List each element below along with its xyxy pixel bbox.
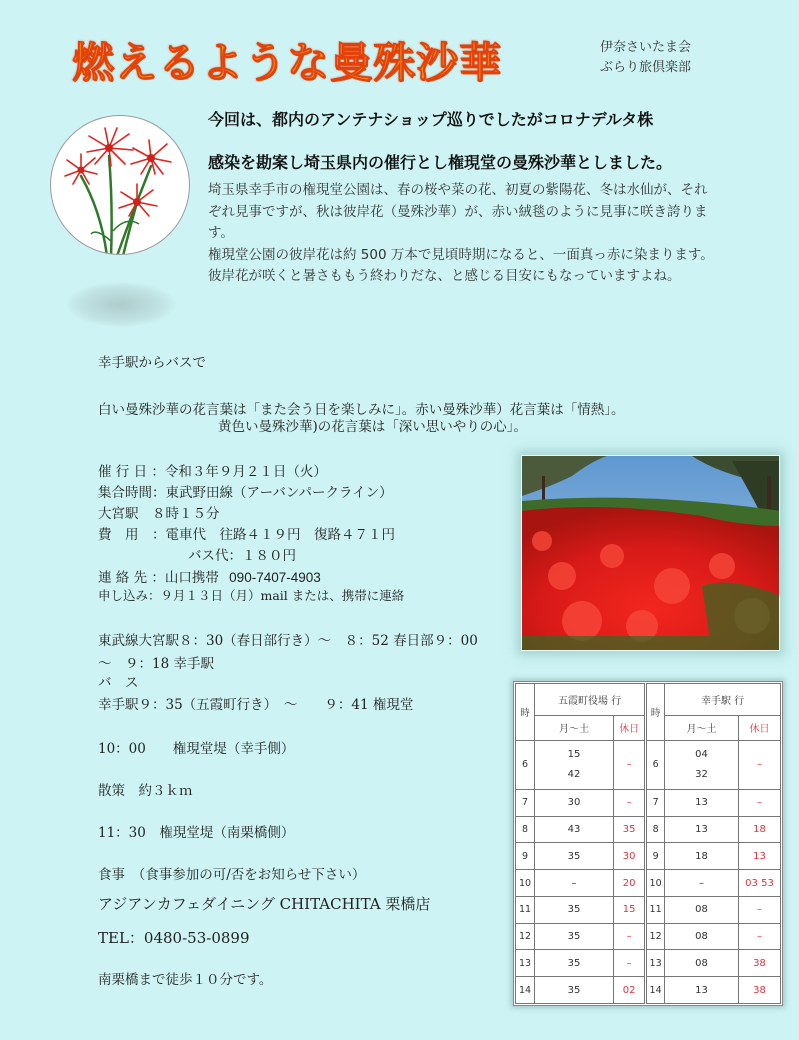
hour-cell: 10 [516, 870, 535, 897]
bus-timetable [513, 681, 783, 1006]
direction-satte: 幸手駅 行 [665, 684, 781, 716]
hour-cell: 13 [646, 950, 665, 977]
spider-lily-illustration [50, 115, 190, 255]
weekday-header: 月～土 [535, 716, 614, 740]
hour-cell: 8 [646, 816, 665, 843]
table-row [516, 977, 781, 1004]
table-row [516, 740, 781, 789]
schedule-item: 10：00 権現堂堤（幸手側） [98, 741, 295, 757]
table-row [516, 896, 781, 923]
holiday-time-cell: 20 [614, 870, 646, 897]
hour-cell: 12 [646, 923, 665, 950]
hour-cell: 14 [516, 977, 535, 1004]
weekday-time-cell: 13 [665, 816, 739, 843]
table-row [516, 843, 781, 870]
hour-cell: 13 [516, 950, 535, 977]
hour-cell: 6 [516, 740, 535, 789]
intro-paragraph: 埼玉県幸手市の権現堂公園は、春の桜や菜の花、初夏の紫陽花、冬は水仙が、それぞれ見事ですが、秋は彼岸花（曼殊沙華）が、赤い絨毯のように見事に咲き誇ります。 [208, 182, 708, 241]
weekday-header: 月～土 [665, 716, 739, 740]
weekday-time-cell: 08 [665, 896, 739, 923]
meeting-station: 大宮駅 ８時１５分 [98, 506, 220, 522]
hour-cell: 9 [646, 843, 665, 870]
table-row [516, 789, 781, 816]
holiday-time-cell: – [739, 789, 781, 816]
photo-image [522, 456, 780, 651]
flower-language-1: 白い曼殊沙華の花言葉は「また会う日を楽しみに」。赤い曼殊沙華）花言葉は「情熱」。 [98, 402, 625, 418]
contact-phone: 090-7407-4903 [229, 570, 321, 585]
table-row [516, 816, 781, 843]
spider-lily-field-photo [521, 455, 780, 651]
direction-goka: 五霞町役場 行 [535, 684, 646, 716]
restaurant-name: アジアンカフェダイニング CHITACHITA 栗橋店 [98, 895, 431, 913]
holiday-header: 休日 [614, 716, 646, 740]
holiday-time-cell: – [614, 923, 646, 950]
train-route-2: ～ ９：18 幸手駅 [98, 656, 214, 672]
hour-cell: 6 [646, 740, 665, 789]
lead-line-1: 今回は、都内のアンテナショップ巡りでしたがコロナデルタ株 [208, 110, 654, 129]
holiday-time-cell: 18 [739, 816, 781, 843]
contact [98, 566, 321, 586]
organization-name: 伊奈さいたま会 [600, 40, 692, 55]
club-name: ぶらり旅倶楽部 [600, 60, 692, 75]
weekday-time-cell: 08 [665, 950, 739, 977]
schedule-item: 11：30 権現堂堤（南栗橋側） [98, 825, 295, 841]
page-title: 燃えるような曼殊沙華 [72, 38, 503, 87]
table-row [516, 870, 781, 897]
hour-cell: 14 [646, 977, 665, 1004]
holiday-time-cell: 13 [739, 843, 781, 870]
holiday-time-cell: 03 53 [739, 870, 781, 897]
meeting-place: 集合時間：東武野田線（アーバンパークライン） [98, 485, 393, 501]
train-route-1: 東武線大宮駅８：30（春日部行き）～ ８：52 春日部９：00 [98, 633, 478, 649]
hour-cell: 12 [516, 923, 535, 950]
schedule-item: 散策 約３ｋｍ [98, 783, 193, 799]
holiday-time-cell: – [739, 740, 781, 789]
walk-note: 南栗橋まで徒歩１０分です。 [98, 972, 273, 988]
holiday-time-cell: – [739, 923, 781, 950]
hour-cell: 11 [646, 896, 665, 923]
spider-lily-icon [51, 116, 190, 255]
weekday-time-cell: 04 32 [665, 740, 739, 789]
contact-label: 連 絡 先 ：山口携帯 [98, 570, 219, 586]
decorative-shadow [66, 282, 176, 327]
organization [600, 38, 691, 78]
table-row [516, 923, 781, 950]
restaurant-tel: TEL：0480-53-0899 [98, 929, 250, 947]
holiday-time-cell: 38 [739, 950, 781, 977]
lead-line-2: 感染を勘案し埼玉県内の催行とし権現堂の曼殊沙華としました。 [208, 153, 673, 172]
flower-language-2: 黄色い曼殊沙華)の花言葉は「深い思いやりの心」。 [218, 419, 528, 435]
weekday-time-cell: 43 [535, 816, 614, 843]
weekday-time-cell: 35 [535, 950, 614, 977]
weekday-time-cell: 13 [665, 789, 739, 816]
weekday-time-cell: 35 [535, 896, 614, 923]
application-note: 申し込み：９月１３日（月）mail または、携帯に連絡 [98, 588, 405, 603]
intro-paragraph: 彼岸花が咲くと暑さももう終わりだな、と感じる目安にもなっていますよね。 [208, 268, 681, 284]
hour-cell: 7 [646, 789, 665, 816]
event-date: 催 行 日 ：令和３年９月２１日（火） [98, 464, 327, 480]
weekday-time-cell: 15 42 [535, 740, 614, 789]
hour-cell: 8 [516, 816, 535, 843]
holiday-time-cell: 30 [614, 843, 646, 870]
holiday-time-cell: – [614, 789, 646, 816]
meal-note: 食事 （食事参加の可/否をお知らせ下さい） [98, 867, 366, 883]
intro-paragraph: 権現堂公園の彼岸花は約 500 万本で見頃時期になると、一面真っ赤に染まります。 [208, 246, 714, 263]
table-row [516, 950, 781, 977]
weekday-time-cell: 08 [665, 923, 739, 950]
weekday-time-cell: – [665, 870, 739, 897]
holiday-time-cell: 15 [614, 896, 646, 923]
cost-bus: バス代：１８０円 [188, 548, 296, 564]
bus-label: バ ス [98, 675, 139, 691]
hour-cell: 11 [516, 896, 535, 923]
holiday-time-cell: – [614, 950, 646, 977]
weekday-time-cell: 18 [665, 843, 739, 870]
holiday-time-cell: 35 [614, 816, 646, 843]
weekday-time-cell: 35 [535, 843, 614, 870]
hour-cell: 9 [516, 843, 535, 870]
holiday-time-cell: – [739, 896, 781, 923]
hour-header: 時 [646, 684, 665, 741]
weekday-time-cell: – [535, 870, 614, 897]
holiday-time-cell: – [614, 740, 646, 789]
timetable-grid [515, 683, 781, 1004]
hour-header: 時 [516, 684, 535, 741]
holiday-time-cell: 02 [614, 977, 646, 1004]
hour-cell: 7 [516, 789, 535, 816]
bus-note: 幸手駅からバスで [98, 355, 206, 371]
hour-cell: 10 [646, 870, 665, 897]
cost-train: 費 用 ：電車代 往路４１９円 復路４７１円 [98, 527, 395, 543]
weekday-time-cell: 13 [665, 977, 739, 1004]
weekday-time-cell: 35 [535, 977, 614, 1004]
bus-route: 幸手駅９：35（五霞町行き） ～ ９：41 権現堂 [98, 697, 414, 713]
holiday-header: 休日 [739, 716, 781, 740]
holiday-time-cell: 38 [739, 977, 781, 1004]
weekday-time-cell: 30 [535, 789, 614, 816]
weekday-time-cell: 35 [535, 923, 614, 950]
intro-text [208, 180, 718, 288]
